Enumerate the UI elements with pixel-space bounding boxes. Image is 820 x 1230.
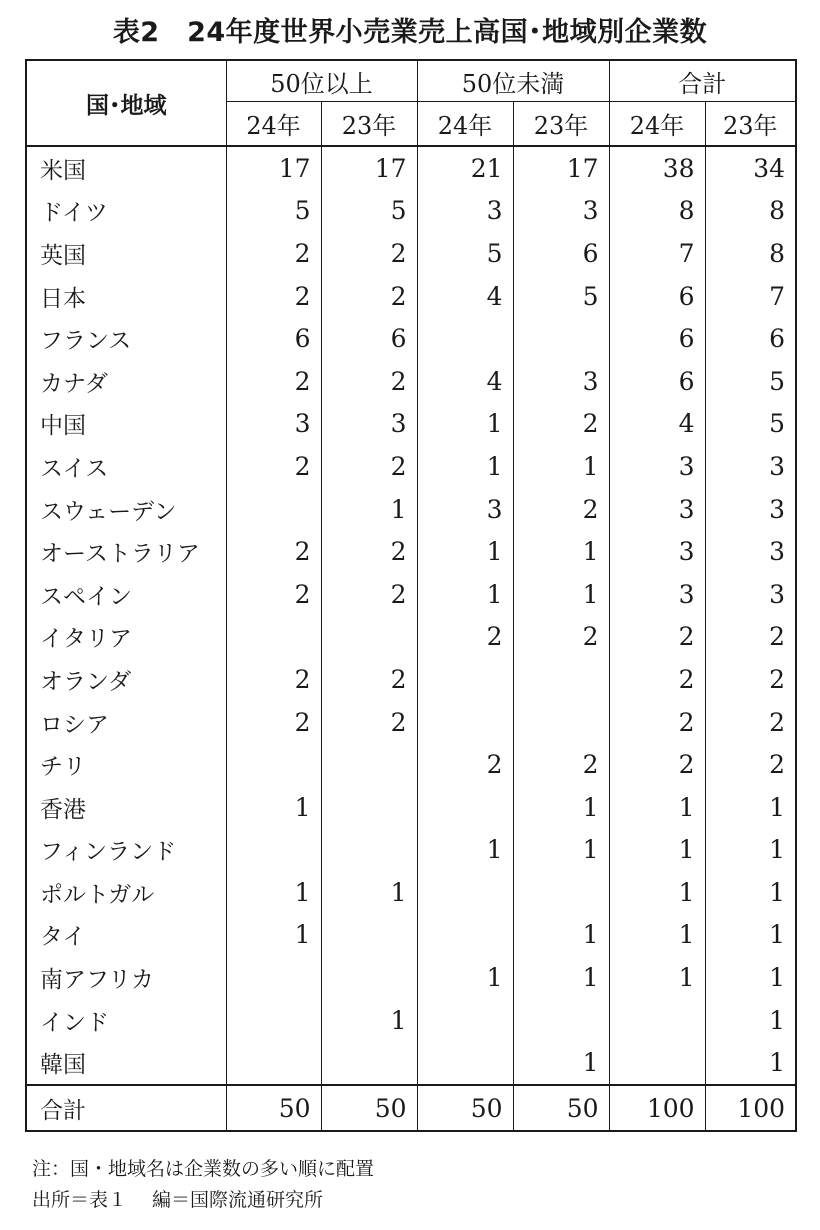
table-body: [26, 146, 796, 1085]
note-line: 注：国・地域名は企業数の多い順に配置: [32, 1158, 375, 1180]
count-cell: 3: [417, 190, 513, 233]
count-cell: [226, 999, 321, 1042]
count-cell: 2: [226, 275, 321, 318]
count-cell: [226, 1041, 321, 1085]
count-cell: [321, 914, 417, 957]
count-cell: 5: [513, 275, 609, 318]
count-cell: 1: [321, 871, 417, 914]
count-cell: 1: [513, 914, 609, 957]
region-name: ドイツ: [26, 190, 226, 233]
table-row: [26, 530, 796, 573]
year-header: 23年: [321, 102, 417, 147]
count-cell: 6: [609, 317, 705, 360]
year-header: 23年: [513, 102, 609, 147]
table-row: [26, 701, 796, 744]
count-cell: 34: [705, 146, 796, 190]
count-cell: [417, 658, 513, 701]
count-cell: 2: [321, 658, 417, 701]
count-cell: 2: [609, 616, 705, 659]
count-cell: 1: [609, 914, 705, 957]
count-cell: 2: [226, 232, 321, 275]
count-cell: [321, 1041, 417, 1085]
count-cell: [226, 956, 321, 999]
count-cell: 2: [513, 743, 609, 786]
region-name: 日本: [26, 275, 226, 318]
table-row: [26, 956, 796, 999]
count-cell: 38: [609, 146, 705, 190]
table-row: [26, 146, 796, 190]
count-cell: [321, 956, 417, 999]
table-row: [26, 317, 796, 360]
count-cell: 1: [513, 1041, 609, 1085]
count-cell: 1: [513, 956, 609, 999]
count-cell: 1: [226, 871, 321, 914]
count-cell: 5: [321, 190, 417, 233]
count-cell: [417, 701, 513, 744]
count-cell: 1: [417, 403, 513, 446]
region-name: チリ: [26, 743, 226, 786]
count-cell: 2: [226, 445, 321, 488]
region-name: タイ: [26, 914, 226, 957]
count-cell: 1: [513, 829, 609, 872]
count-cell: [417, 871, 513, 914]
table-row: [26, 743, 796, 786]
count-cell: 1: [609, 956, 705, 999]
count-cell: 2: [705, 743, 796, 786]
count-cell: 5: [705, 360, 796, 403]
count-cell: [321, 786, 417, 829]
total-cell: 100: [609, 1085, 705, 1131]
count-cell: 2: [226, 701, 321, 744]
count-cell: 7: [705, 275, 796, 318]
region-name: スウェーデン: [26, 488, 226, 531]
region-name: 中国: [26, 403, 226, 446]
table-row: [26, 616, 796, 659]
count-cell: [513, 658, 609, 701]
count-cell: 1: [513, 530, 609, 573]
count-cell: 3: [609, 573, 705, 616]
region-name: オランダ: [26, 658, 226, 701]
count-cell: 1: [705, 1041, 796, 1085]
count-cell: 17: [226, 146, 321, 190]
count-cell: 3: [705, 573, 796, 616]
count-cell: 2: [321, 360, 417, 403]
group-header-below50: 50位未満: [417, 60, 609, 102]
region-name: ポルトガル: [26, 871, 226, 914]
count-cell: 1: [417, 956, 513, 999]
table-footer: [26, 1085, 796, 1131]
region-name: イタリア: [26, 616, 226, 659]
table-row: [26, 658, 796, 701]
count-cell: 1: [705, 829, 796, 872]
count-cell: 8: [609, 190, 705, 233]
count-cell: 1: [705, 914, 796, 957]
count-cell: [609, 1041, 705, 1085]
count-cell: 1: [705, 999, 796, 1042]
count-cell: 2: [417, 616, 513, 659]
table-row: [26, 1041, 796, 1085]
region-name: スイス: [26, 445, 226, 488]
count-cell: 2: [705, 658, 796, 701]
table-header: [26, 60, 796, 146]
count-cell: 8: [705, 232, 796, 275]
count-cell: [513, 701, 609, 744]
count-cell: 1: [705, 871, 796, 914]
count-cell: [417, 1041, 513, 1085]
count-cell: 2: [513, 488, 609, 531]
count-cell: 6: [321, 317, 417, 360]
count-cell: [417, 914, 513, 957]
count-cell: [513, 871, 609, 914]
region-name: インド: [26, 999, 226, 1042]
count-cell: 2: [705, 616, 796, 659]
count-cell: 1: [705, 786, 796, 829]
count-cell: 2: [321, 275, 417, 318]
count-cell: 2: [609, 658, 705, 701]
count-cell: 21: [417, 146, 513, 190]
count-cell: 2: [226, 530, 321, 573]
total-cell: 50: [226, 1085, 321, 1131]
count-cell: [609, 999, 705, 1042]
year-header: 23年: [705, 102, 796, 147]
count-cell: 1: [609, 829, 705, 872]
region-column-header: 国･地域: [26, 60, 226, 146]
count-cell: 1: [226, 914, 321, 957]
count-cell: 1: [609, 786, 705, 829]
count-cell: 3: [513, 190, 609, 233]
count-cell: 2: [513, 616, 609, 659]
count-cell: 1: [417, 829, 513, 872]
count-cell: 17: [513, 146, 609, 190]
count-cell: 1: [226, 786, 321, 829]
table-row: [26, 232, 796, 275]
total-cell: 50: [417, 1085, 513, 1131]
table-row: [26, 786, 796, 829]
region-name: 南アフリカ: [26, 956, 226, 999]
count-cell: 1: [321, 488, 417, 531]
count-cell: 1: [321, 999, 417, 1042]
count-cell: [513, 999, 609, 1042]
region-name: フランス: [26, 317, 226, 360]
company-count-table: [25, 59, 797, 1132]
count-cell: 2: [321, 232, 417, 275]
count-cell: 3: [705, 445, 796, 488]
count-cell: 4: [417, 360, 513, 403]
count-cell: 6: [609, 275, 705, 318]
count-cell: [513, 317, 609, 360]
region-name: スペイン: [26, 573, 226, 616]
count-cell: 1: [513, 445, 609, 488]
count-cell: 3: [321, 403, 417, 446]
count-cell: [226, 743, 321, 786]
region-name: カナダ: [26, 360, 226, 403]
count-cell: 2: [321, 530, 417, 573]
count-cell: 2: [321, 445, 417, 488]
count-cell: 2: [705, 701, 796, 744]
total-cell: 100: [705, 1085, 796, 1131]
source-line: 出所＝表１ 編＝国際流通研究所: [32, 1189, 324, 1211]
count-cell: [321, 743, 417, 786]
count-cell: 1: [417, 573, 513, 616]
count-cell: 6: [705, 317, 796, 360]
table-row: [26, 360, 796, 403]
count-cell: 6: [609, 360, 705, 403]
count-cell: 4: [609, 403, 705, 446]
count-cell: 5: [226, 190, 321, 233]
count-cell: 2: [226, 658, 321, 701]
count-cell: 2: [417, 743, 513, 786]
total-row: [26, 1085, 796, 1131]
total-cell: 50: [513, 1085, 609, 1131]
region-name: オーストラリア: [26, 530, 226, 573]
region-name: 英国: [26, 232, 226, 275]
count-cell: [226, 616, 321, 659]
count-cell: 17: [321, 146, 417, 190]
count-cell: 4: [417, 275, 513, 318]
count-cell: 3: [609, 530, 705, 573]
count-cell: 8: [705, 190, 796, 233]
group-header-total: 合計: [609, 60, 796, 102]
table-row: [26, 275, 796, 318]
region-name: フィンランド: [26, 829, 226, 872]
count-cell: 1: [609, 871, 705, 914]
count-cell: 6: [226, 317, 321, 360]
count-cell: 5: [705, 403, 796, 446]
year-header: 24年: [417, 102, 513, 147]
count-cell: 2: [226, 360, 321, 403]
total-label: 合計: [26, 1085, 226, 1131]
count-cell: 2: [609, 701, 705, 744]
table-row: [26, 999, 796, 1042]
table-row: [26, 190, 796, 233]
count-cell: 2: [609, 743, 705, 786]
count-cell: 2: [226, 573, 321, 616]
table-row: [26, 445, 796, 488]
count-cell: 2: [321, 701, 417, 744]
count-cell: 7: [609, 232, 705, 275]
count-cell: 3: [705, 530, 796, 573]
count-cell: 1: [417, 530, 513, 573]
count-cell: 1: [513, 786, 609, 829]
count-cell: [321, 829, 417, 872]
count-cell: [321, 616, 417, 659]
table-row: [26, 871, 796, 914]
count-cell: [417, 317, 513, 360]
count-cell: [417, 786, 513, 829]
count-cell: 3: [226, 403, 321, 446]
count-cell: 1: [417, 445, 513, 488]
group-header-top50: 50位以上: [226, 60, 417, 102]
count-cell: [226, 829, 321, 872]
region-name: ロシア: [26, 701, 226, 744]
region-name: 香港: [26, 786, 226, 829]
year-header: 24年: [226, 102, 321, 147]
count-cell: 3: [705, 488, 796, 531]
count-cell: [226, 488, 321, 531]
count-cell: 6: [513, 232, 609, 275]
region-name: 韓国: [26, 1041, 226, 1085]
count-cell: 1: [513, 573, 609, 616]
table-row: [26, 573, 796, 616]
count-cell: 3: [609, 445, 705, 488]
table-row: [26, 488, 796, 531]
count-cell: 3: [513, 360, 609, 403]
footnotes: [32, 1154, 374, 1216]
region-name: 米国: [26, 146, 226, 190]
table-row: [26, 914, 796, 957]
count-cell: 2: [513, 403, 609, 446]
table-row: [26, 829, 796, 872]
table-title: 表2 24年度世界小売業売上高国･地域別企業数: [112, 17, 708, 48]
year-header: 24年: [609, 102, 705, 147]
count-cell: 5: [417, 232, 513, 275]
count-cell: [417, 999, 513, 1042]
count-cell: 3: [609, 488, 705, 531]
count-cell: 3: [417, 488, 513, 531]
table-row: [26, 403, 796, 446]
total-cell: 50: [321, 1085, 417, 1131]
count-cell: 2: [321, 573, 417, 616]
count-cell: 1: [705, 956, 796, 999]
